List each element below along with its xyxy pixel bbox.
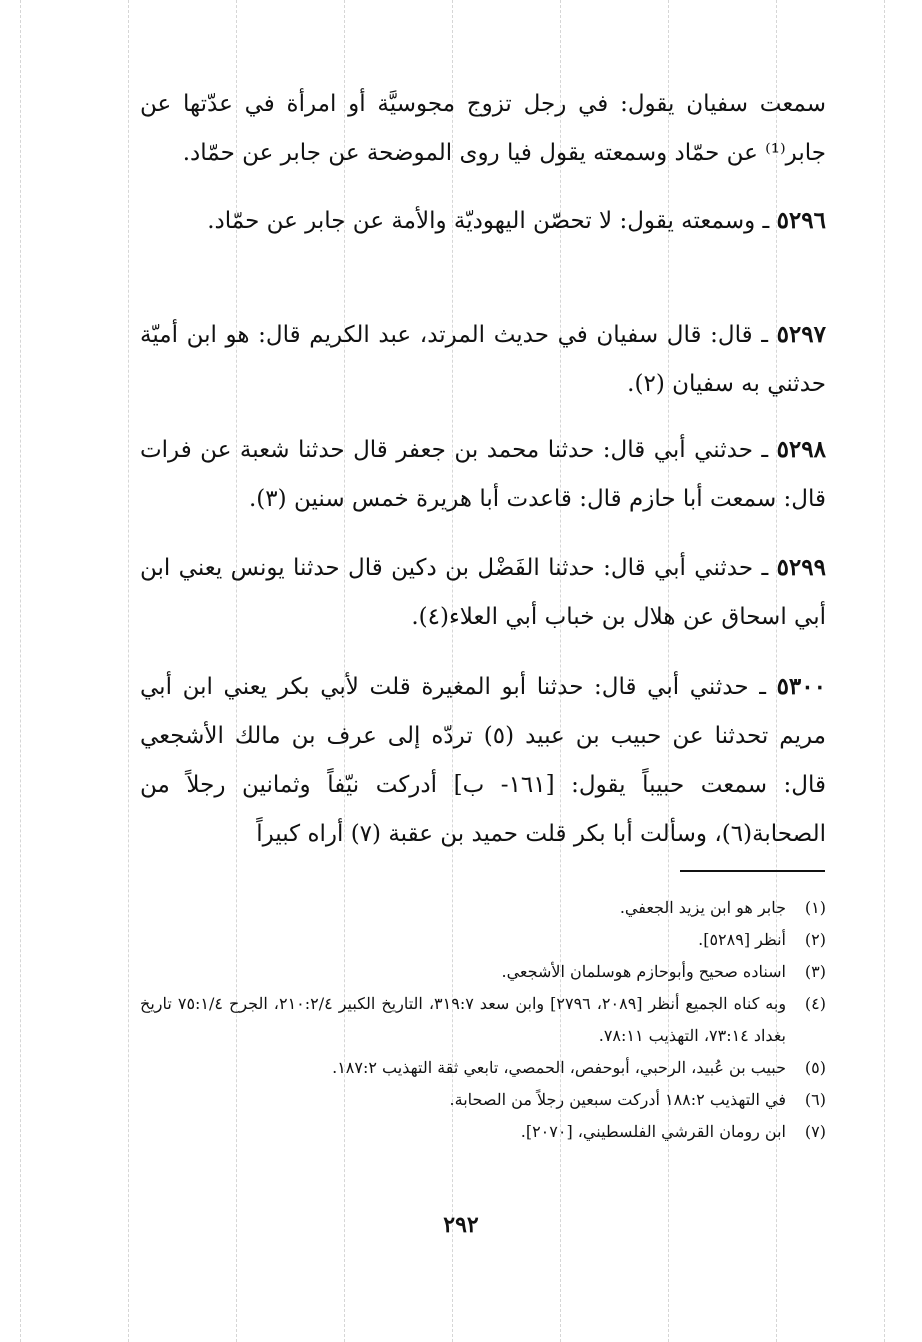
paragraph-text: ـ حدثني أبي قال: حدثنا محمد بن جعفر قال حدثنا شعبة عن فرات قال: سمعت أبا حازم قال: قاعدت أبا هريرة خمس سنين (٣). [140, 437, 826, 512]
footnote-text: ابن رومان القرشي الفلسطيني، [٢٠٧٠]. [520, 1122, 786, 1141]
footnote-text: جابر هو ابن يزيد الجعفي. [619, 898, 786, 917]
entry-number: ٥٢٩٧ [776, 321, 826, 348]
footnote-text: وبه كناه الجميع أنظر [٢٠٨٩، ٢٧٩٦] وابن سعد ٣١٩:٧، التاريخ الكبير ٢١٠:٢/٤، الجرح ٧٥:١/٤ تاريخ بغداد ٧٣:١٤، التهذيب ٧٨:١١. [140, 994, 787, 1045]
entry-number: ٥٢٩٨ [776, 436, 826, 463]
footnote-number: (٦) [804, 1090, 826, 1109]
page-number: ٢٩٢ [443, 1212, 479, 1238]
paragraph-entry [140, 310, 826, 409]
footnote-item [140, 1084, 826, 1116]
paragraph-continuation [140, 80, 826, 178]
footnotes [140, 892, 826, 1148]
footnote-number: (٤) [804, 994, 826, 1013]
footnote-text: حبيب بن عُبيد، الرحبي، أبوحفص، الحمصي، تابعي ثقة التهذيب ١٨٧:٢. [332, 1058, 786, 1077]
footnote-number: (٧) [804, 1122, 826, 1141]
footnote-text: في التهذيب ١٨٨:٢ أدركت سبعين رجلاً من الصحابة. [449, 1090, 786, 1109]
paragraph-entry [140, 662, 826, 859]
footnote-number: (٣) [804, 962, 826, 981]
paragraph-text: ـ حدثني أبي قال: حدثنا الفَضْل بن دكين قال حدثنا يونس يعني ابن أبي اسحاق عن هلال بن خباب أبي العلاء(٤). [140, 555, 826, 630]
footnote-text: أنظر [٥٢٨٩]. [698, 930, 786, 949]
footnote-item [140, 988, 826, 1052]
scan-grid-line [884, 0, 885, 1342]
entry-number: ٥٢٩٩ [776, 554, 826, 581]
paragraph-entry [140, 425, 826, 524]
scan-grid-line [20, 0, 21, 1342]
footnote-divider [680, 870, 825, 872]
scan-grid-line [128, 0, 129, 1342]
footnote-text: اسناده صحيح وأبوحازم هوسلمان الأشجعي. [501, 962, 786, 981]
entry-number: ٥٣٠٠ [776, 673, 826, 700]
paragraph-text: ـ حدثني أبي قال: حدثنا أبو المغيرة قلت لأبي بكر يعني ابن أبي مريم تحدثنا عن حبيب بن عبيد (٥) تردّه إلى عرف بن مالك الأشجعي قال: سمعت حبيباً يقول: [١٦١- ب] أدركت نيّفاً وثمانين رجلاً من الصحابة(٦)، وسألت أبا بكر قلت حميد بن عقبة (٧) أراه كبيراً [140, 674, 826, 847]
entry-number: ٥٢٩٦ [776, 207, 826, 234]
footnote-item [140, 1052, 826, 1084]
footnote-number: (٢) [804, 930, 826, 949]
paragraph-text: ـ وسمعته يقول: لا تحصّن اليهوديّة والأمة عن جابر عن حمّاد. [207, 208, 777, 234]
footnote-item [140, 1116, 826, 1148]
paragraph-text: سمعت سفيان يقول: في رجل تزوج مجوسيَّة أو امرأة في عدّتها عن جابر⁽¹⁾ عن حمّاد وسمعته يقول فيا روى الموضحة عن جابر عن حمّاد. [140, 91, 826, 166]
paragraph-entry [140, 543, 826, 642]
footnote-item [140, 892, 826, 924]
paragraph-text: ـ قال: قال سفيان في حديث المرتد، عبد الكريم قال: هو ابن أميّة حدثني به سفيان (٢). [140, 322, 826, 397]
footnote-number: (١) [804, 898, 826, 917]
footnote-item [140, 956, 826, 988]
footnote-number: (٥) [804, 1058, 826, 1077]
paragraph-entry [140, 196, 826, 246]
footnote-item [140, 924, 826, 956]
